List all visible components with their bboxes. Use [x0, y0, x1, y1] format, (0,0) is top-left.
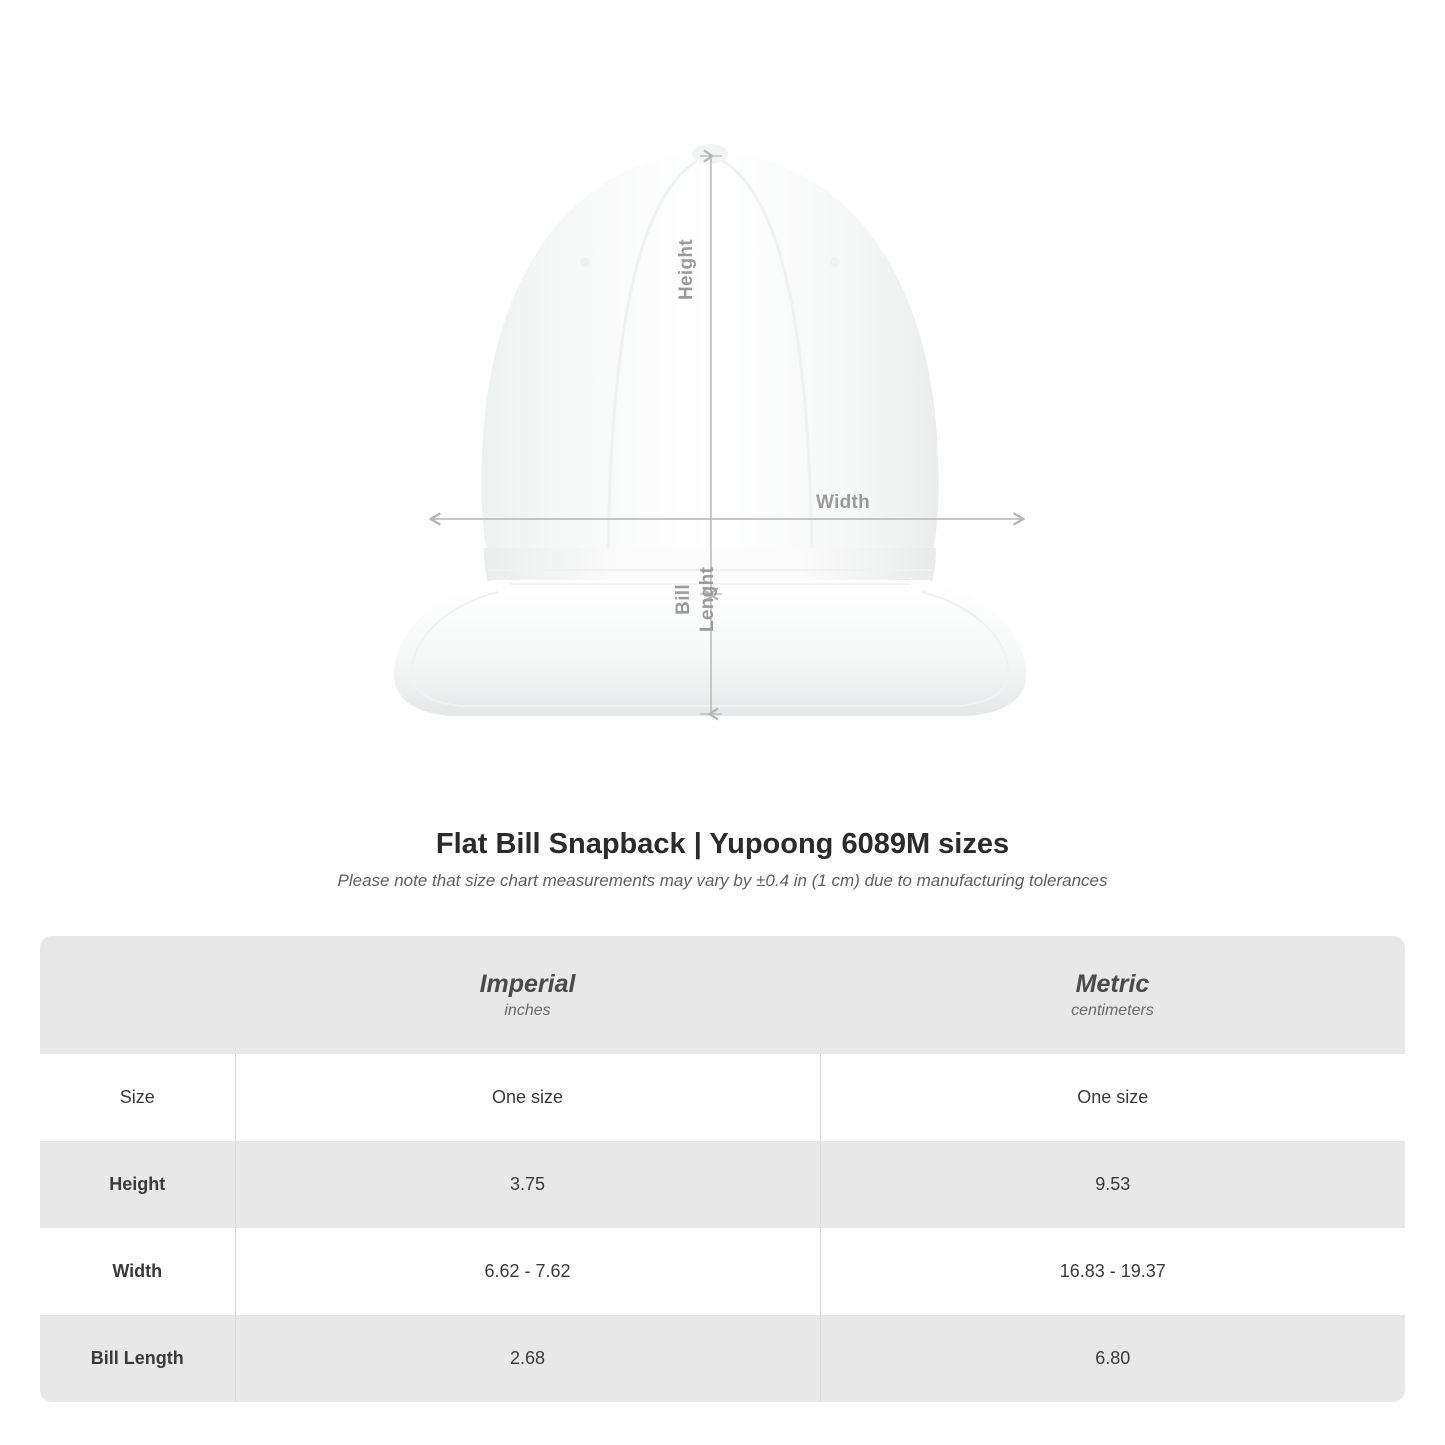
row-bill-length-metric: 6.80 [820, 1315, 1405, 1402]
row-label-bill-length: Bill Length [40, 1315, 235, 1402]
row-label-width: Width [40, 1228, 235, 1315]
row-width-metric: 16.83 - 19.37 [820, 1228, 1405, 1315]
row-height-metric: 9.53 [820, 1141, 1405, 1228]
header-imperial-system: Imperial [479, 970, 576, 999]
size-table [40, 936, 1405, 1402]
table-row [40, 1054, 1405, 1141]
row-label-height: Height [40, 1141, 235, 1228]
table-header-row [40, 936, 1405, 1054]
header-empty-cell [40, 936, 235, 1054]
row-bill-length-imperial: 2.68 [235, 1315, 820, 1402]
tolerance-note: Please note that size chart measurements may vary by ±0.4 in (1 cm) due to manufacturing tolerances [337, 871, 1108, 890]
row-width-imperial: 6.62 - 7.62 [235, 1228, 820, 1315]
header-imperial-unit: inches [504, 1001, 551, 1019]
row-size-imperial: One size [235, 1054, 820, 1141]
row-label-size: Size [40, 1054, 235, 1141]
header-metric [820, 936, 1405, 1054]
row-size-metric: One size [820, 1054, 1405, 1141]
header-imperial [235, 936, 820, 1054]
header-metric-system: Metric [1075, 970, 1150, 999]
measure-label-bill-line2: Lenght [697, 566, 718, 632]
table-row [40, 1228, 1405, 1315]
title-block [0, 828, 1445, 891]
header-metric-unit: centimeters [1071, 1001, 1154, 1019]
page-title: Flat Bill Snapback | Yupoong 6089M sizes [435, 828, 1010, 860]
table-row [40, 1141, 1405, 1228]
table-head [40, 936, 1405, 1054]
size-table-wrapper [40, 936, 1405, 1402]
measure-label-bill-length [672, 567, 720, 632]
table-row [40, 1315, 1405, 1402]
measure-label-height: Height [676, 239, 697, 300]
measure-label-width: Width [816, 492, 871, 513]
measure-label-bill-line1: Bill [673, 584, 694, 615]
row-height-imperial: 3.75 [235, 1141, 820, 1228]
table-body [40, 1054, 1405, 1402]
